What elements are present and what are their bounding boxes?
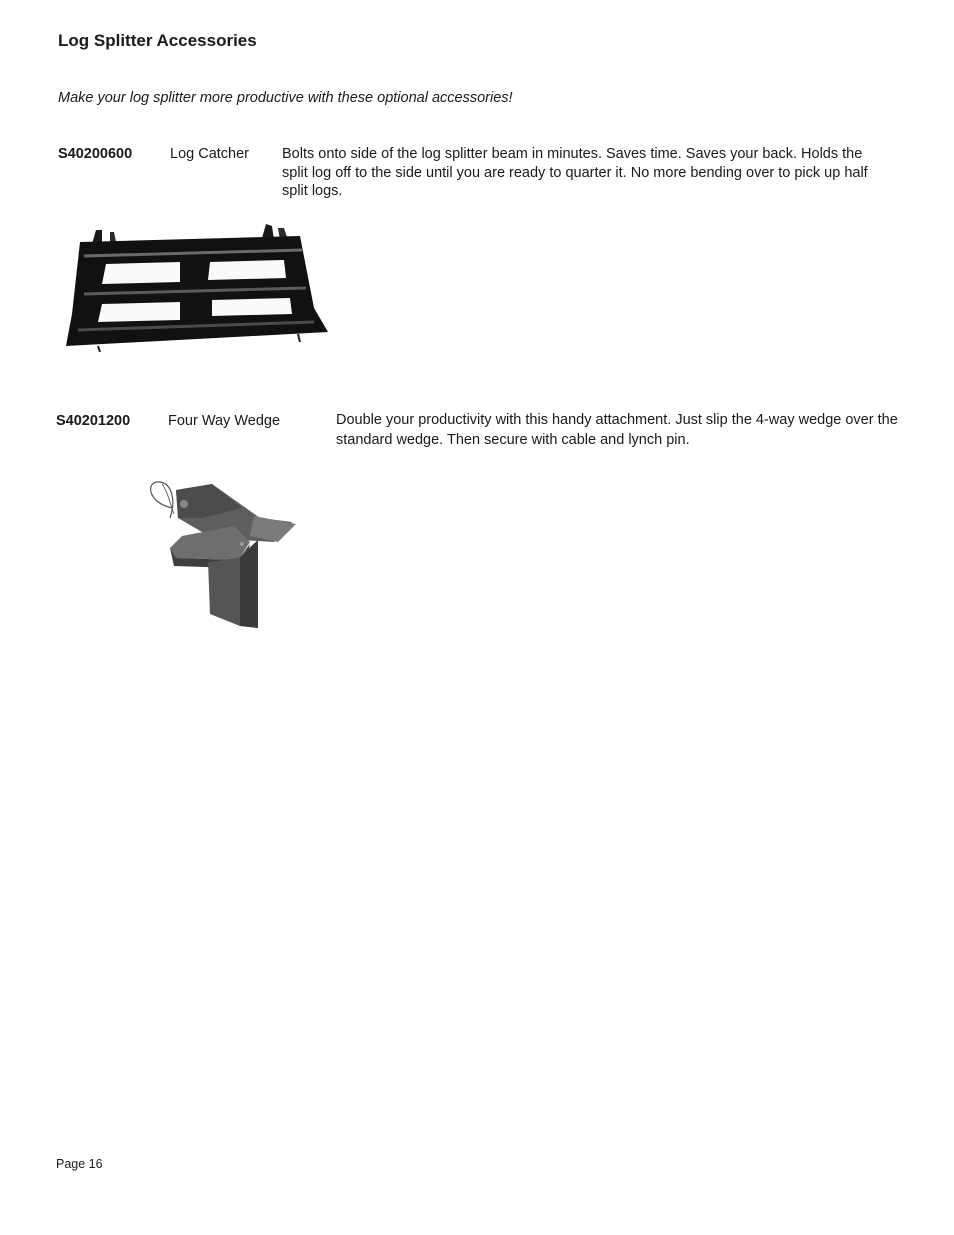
product-description-log-catcher: Bolts onto side of the log splitter beam in minutes. Saves time. Saves your back. Holds the split log off to the side until you are ready to quarter it. No more bending over to pick up half split logs.: [282, 146, 868, 199]
product-description-four-way-wedge: Double your productivity with this handy attachment. Just slip the 4-way wedge over the standard wedge. Then secure with cable and lynch pin.: [336, 412, 898, 448]
log-catcher-image: [62, 222, 332, 352]
page-number: Page 16: [56, 1157, 103, 1171]
product-name-four-way-wedge: Four Way Wedge: [168, 413, 281, 429]
product-name-log-catcher: Log Catcher: [170, 146, 249, 162]
four-way-wedge-image: [142, 478, 302, 633]
part-number-log-catcher: S40200600: [58, 146, 133, 162]
part-number-four-way-wedge: S40201200: [56, 413, 131, 429]
intro-text: Make your log splitter more productive with these optional accessories!: [58, 90, 513, 106]
page-title: Log Splitter Accessories: [58, 31, 257, 50]
